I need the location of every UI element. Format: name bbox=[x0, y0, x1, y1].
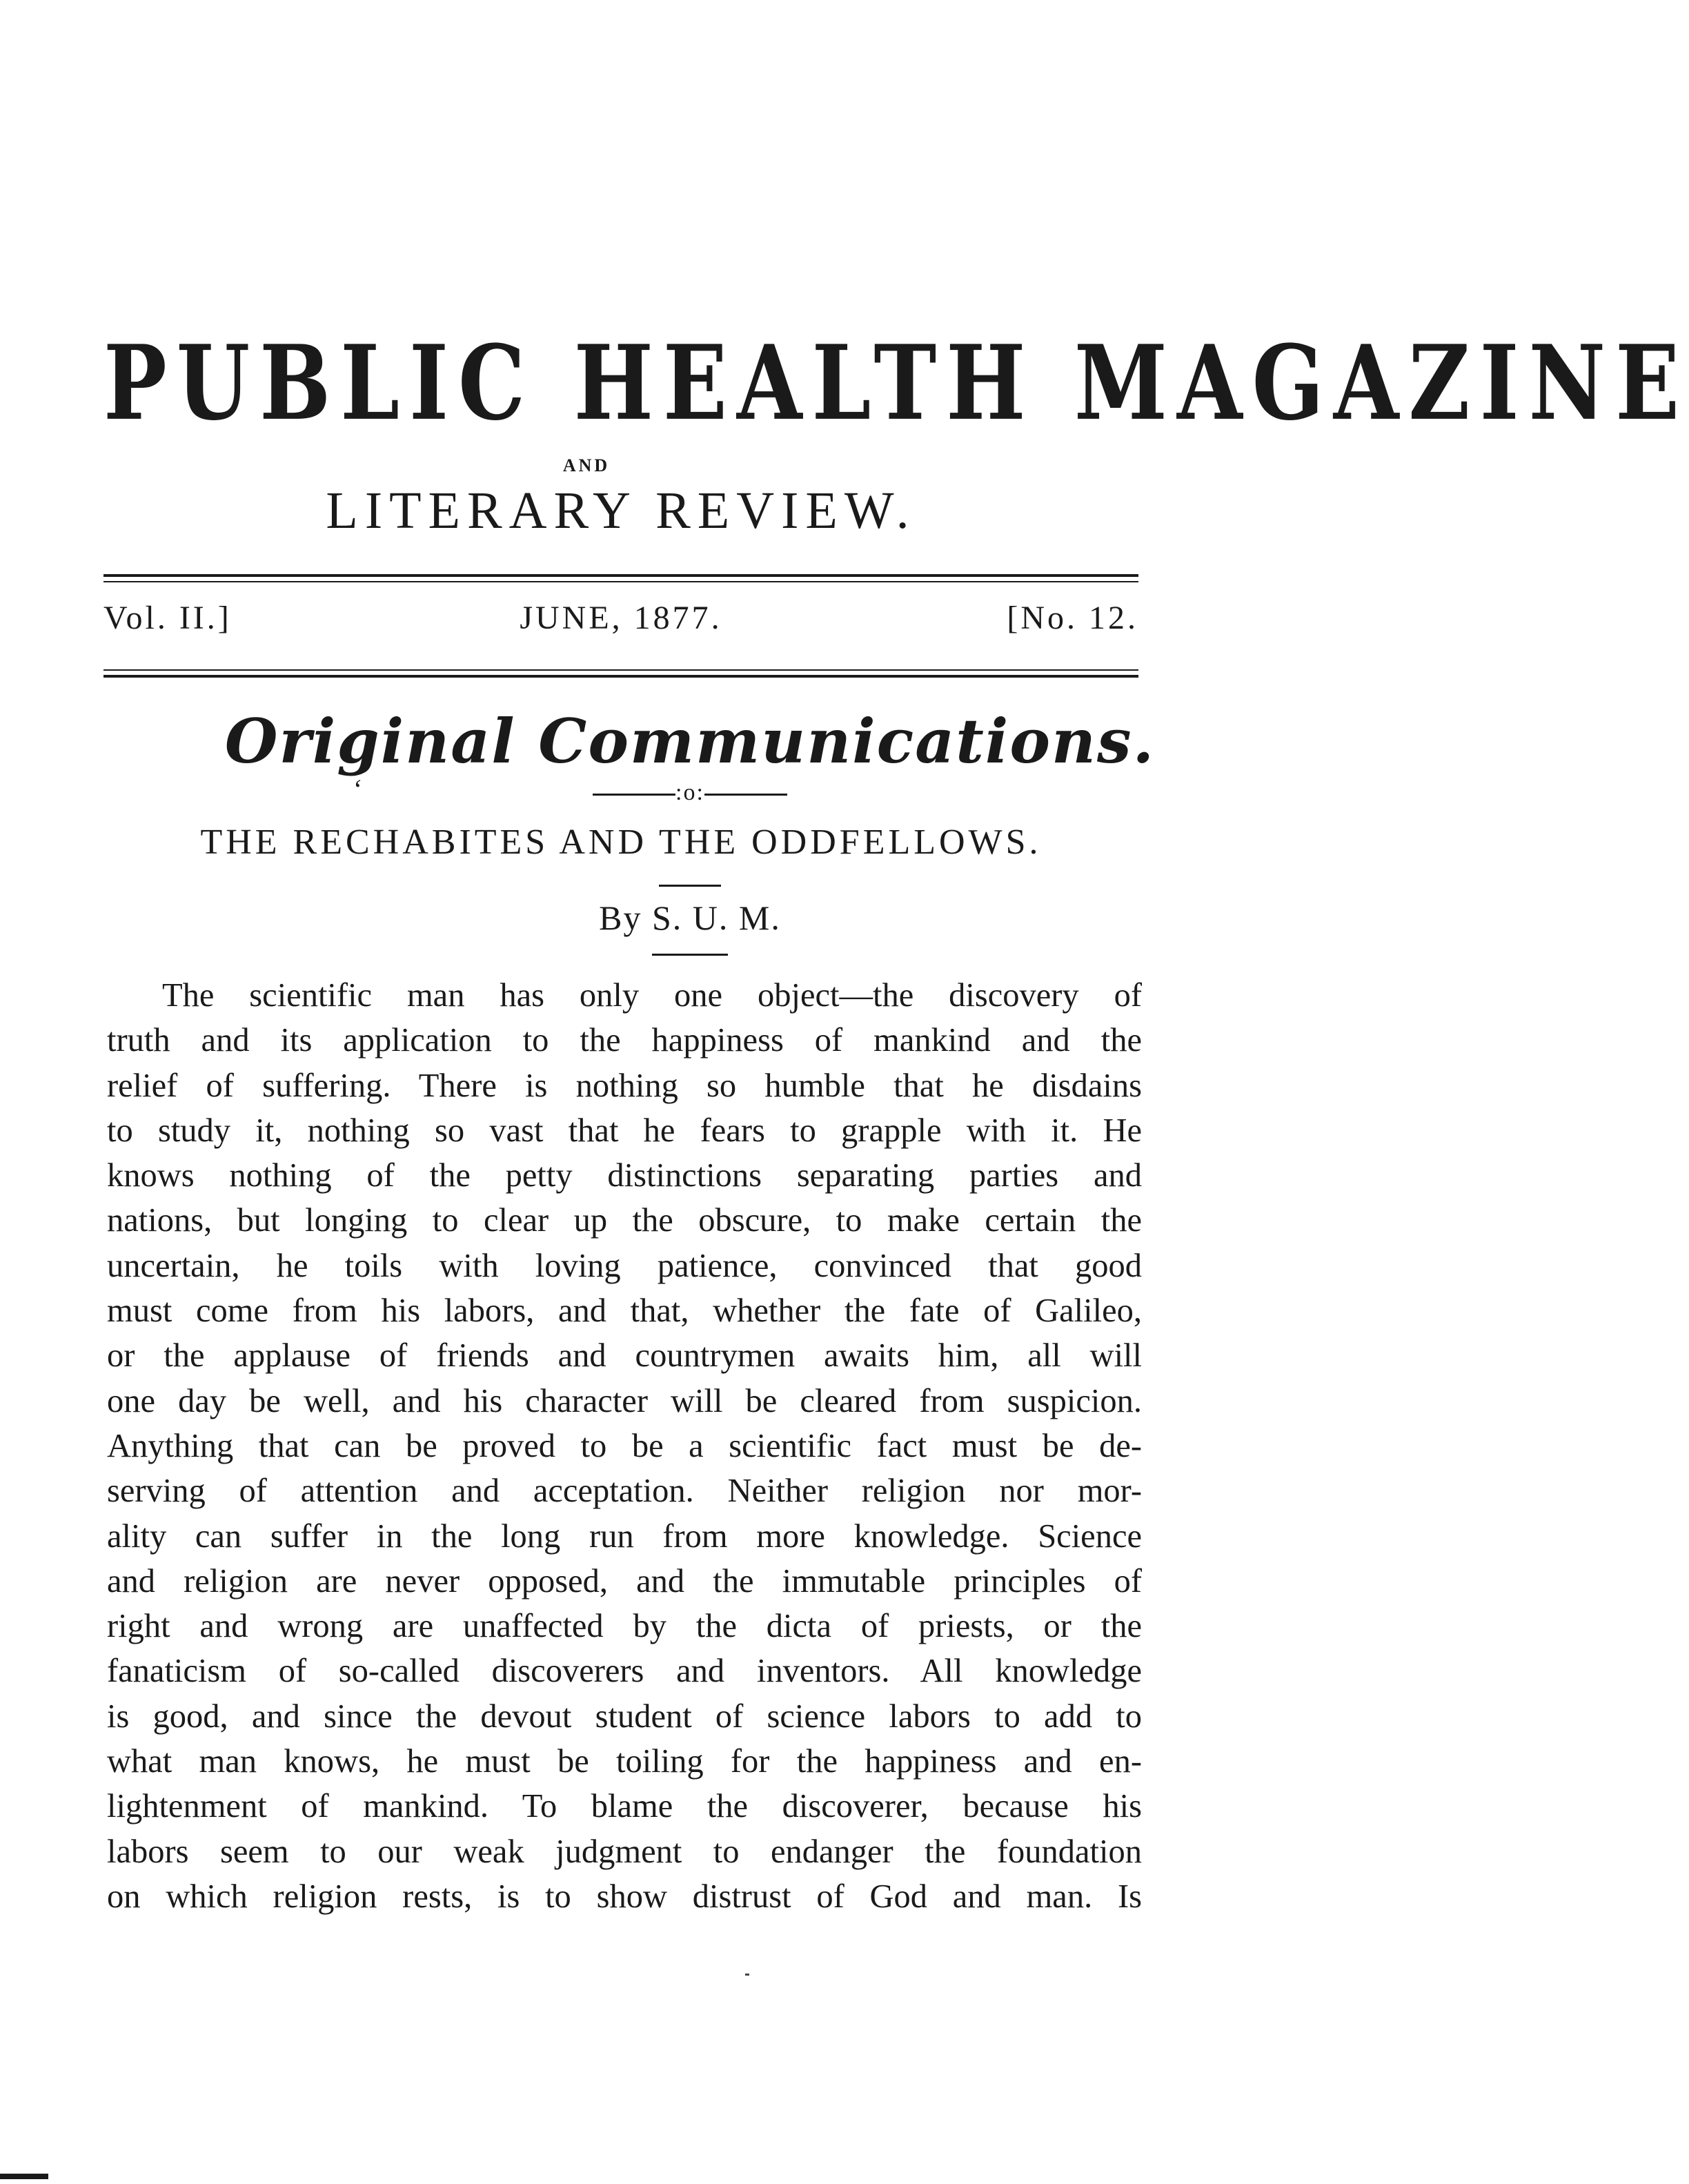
body-line: fanaticism of so-called discoverers and inventors. All knowledge bbox=[107, 1653, 1142, 1690]
byline bbox=[414, 898, 966, 937]
issue-number: [No. 12. bbox=[1007, 600, 1138, 636]
bottom-rule-thin bbox=[103, 669, 1138, 671]
body-line: one day be well, and his character will be cleared from suspicion. bbox=[107, 1382, 1142, 1419]
section-heading: Original Communications. bbox=[224, 705, 1156, 777]
byline-author: S. U. M. bbox=[651, 898, 781, 937]
body-line: serving of attention and acceptation. Neither religion nor mor- bbox=[107, 1473, 1142, 1510]
top-rule-thin bbox=[103, 581, 1138, 582]
masthead-subtitle: LITERARY REVIEW. bbox=[326, 482, 916, 540]
footer-mark bbox=[745, 1974, 749, 1976]
article-title: THE RECHABITES AND THE ODDFELLOWS. bbox=[200, 823, 1042, 862]
page-edge-bar bbox=[0, 2174, 48, 2179]
body-line: to study it, nothing so vast that he fears to grapple with it. He bbox=[107, 1112, 1142, 1149]
ornament-dash-left bbox=[593, 794, 675, 796]
issue-date: JUNE, 1877. bbox=[520, 600, 722, 636]
ornament-center: :o: bbox=[675, 780, 704, 805]
masthead-title: PUBLIC HEALTH MAGAZINE bbox=[103, 322, 1689, 444]
body-line: knows nothing of the petty distinctions separating parties and bbox=[107, 1157, 1142, 1194]
stray-mark: ʻ bbox=[352, 774, 362, 805]
body-line: is good, and since the devout student of science labors to add to bbox=[107, 1698, 1142, 1735]
body-line: or the applause of friends and countrymen awaits him, all will bbox=[107, 1337, 1142, 1375]
body-line: ality can suffer in the long run from more knowledge. Science bbox=[107, 1517, 1142, 1555]
ornament-dash-right bbox=[704, 794, 787, 796]
body-line: must come from his labors, and that, whether the fate of Galileo, bbox=[107, 1292, 1142, 1330]
byline-divider bbox=[652, 954, 728, 956]
body-line: and religion are never opposed, and the immutable principles of bbox=[107, 1562, 1142, 1600]
body-line: on which religion rests, is to show distrust of God and man. Is bbox=[107, 1878, 1142, 1915]
body-line: labors seem to our weak judgment to endanger the foundation bbox=[107, 1833, 1142, 1870]
masthead-and: AND bbox=[562, 455, 611, 475]
body-line: The scientific man has only one object—the discovery of bbox=[162, 977, 1142, 1014]
body-line: uncertain, he toils with loving patience, convinced that good bbox=[107, 1247, 1142, 1284]
section-ornament bbox=[483, 781, 897, 805]
body-line: nations, but longing to clear up the obscure, to make certain the bbox=[107, 1202, 1142, 1239]
body-line: relief of suffering. There is nothing so humble that he disdains bbox=[107, 1067, 1142, 1104]
bottom-rule-thick bbox=[103, 675, 1138, 678]
volume-label: Vol. II.] bbox=[103, 600, 232, 636]
body-line: truth and its application to the happiness of mankind and the bbox=[107, 1022, 1142, 1059]
body-line: right and wrong are unaffected by the dicta of priests, or the bbox=[107, 1608, 1142, 1645]
body-line: what man knows, he must be toiling for the happiness and en- bbox=[107, 1743, 1142, 1780]
body-line: Anything that can be proved to be a scientific fact must be de- bbox=[107, 1427, 1142, 1464]
byline-prefix: By bbox=[599, 898, 642, 937]
top-rule-thick bbox=[103, 574, 1138, 577]
title-divider bbox=[659, 885, 721, 887]
body-line: lightenment of mankind. To blame the discoverer, because his bbox=[107, 1788, 1142, 1825]
article-body bbox=[107, 973, 1142, 1919]
